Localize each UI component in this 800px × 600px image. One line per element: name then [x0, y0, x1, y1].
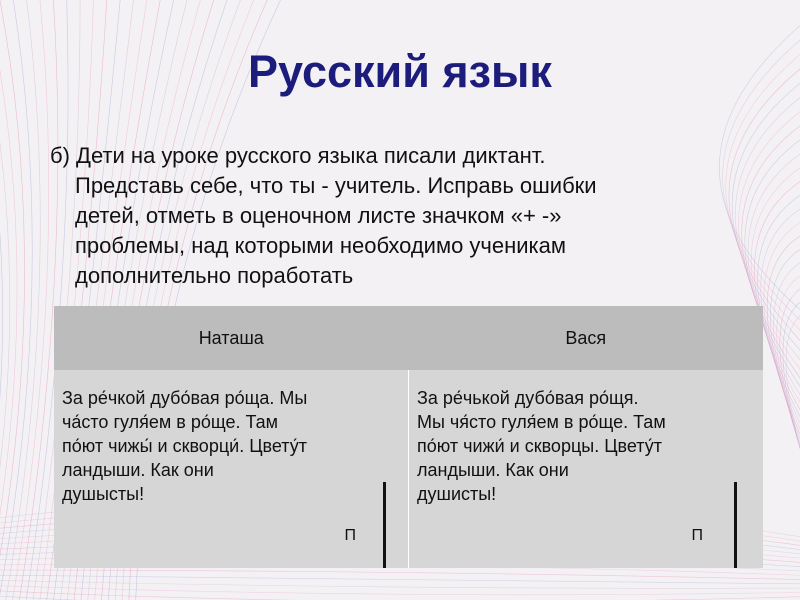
- vasya-text-line-2: Мы чя́сто гуля́ем в ро́ще. Там: [417, 412, 666, 432]
- natasha-text-line-5: душысты!: [62, 484, 145, 504]
- vasya-text-line-4: ландыши. Как они: [417, 460, 569, 480]
- natasha-divider-bar: [383, 482, 386, 568]
- dictation-table: [54, 306, 763, 568]
- natasha-dictation-cell: [54, 370, 409, 568]
- header-natasha: Наташа: [54, 306, 409, 370]
- natasha-text-line-2: ча́сто гуля́ем в ро́ще. Там: [62, 412, 279, 432]
- natasha-text-line-3: по́ют чижы́ и скворци́. Цвету́т: [62, 436, 307, 456]
- task-line-5: дополнительно поработать: [75, 263, 354, 288]
- vasya-text-line-3: по́ют чижи́ и скворцы. Цвету́т: [417, 436, 662, 456]
- task-line-3: детей, отметь в оценочном листе значком «+ -»: [75, 203, 562, 228]
- vasya-dictation-cell: [409, 370, 764, 568]
- slide-title: Русский язык: [248, 46, 552, 97]
- task-line-2: Представь себе, что ты - учитель. Исправь ошибки: [75, 173, 597, 198]
- table-row: [54, 370, 763, 568]
- task-line-1: б) Дети на уроке русского языка писали диктант.: [50, 143, 546, 168]
- natasha-text-line-1: За ре́чкой дубо́вая ро́ща. Мы: [62, 388, 308, 408]
- natasha-mark: П: [344, 527, 356, 544]
- vasya-mark: П: [691, 527, 703, 544]
- task-line-4: проблемы, над которыми необходимо ученикам: [75, 233, 567, 258]
- vasya-divider-bar: [734, 482, 737, 568]
- table-header-row: [54, 306, 763, 370]
- vasya-text-line-5: душисты!: [417, 484, 497, 504]
- natasha-text-line-4: ландыши. Как они: [62, 460, 214, 480]
- header-vasya: Вася: [409, 306, 764, 370]
- task-description: [50, 141, 740, 291]
- vasya-text-line-1: За ре́чькой дубо́вая ро́щя.: [417, 388, 639, 408]
